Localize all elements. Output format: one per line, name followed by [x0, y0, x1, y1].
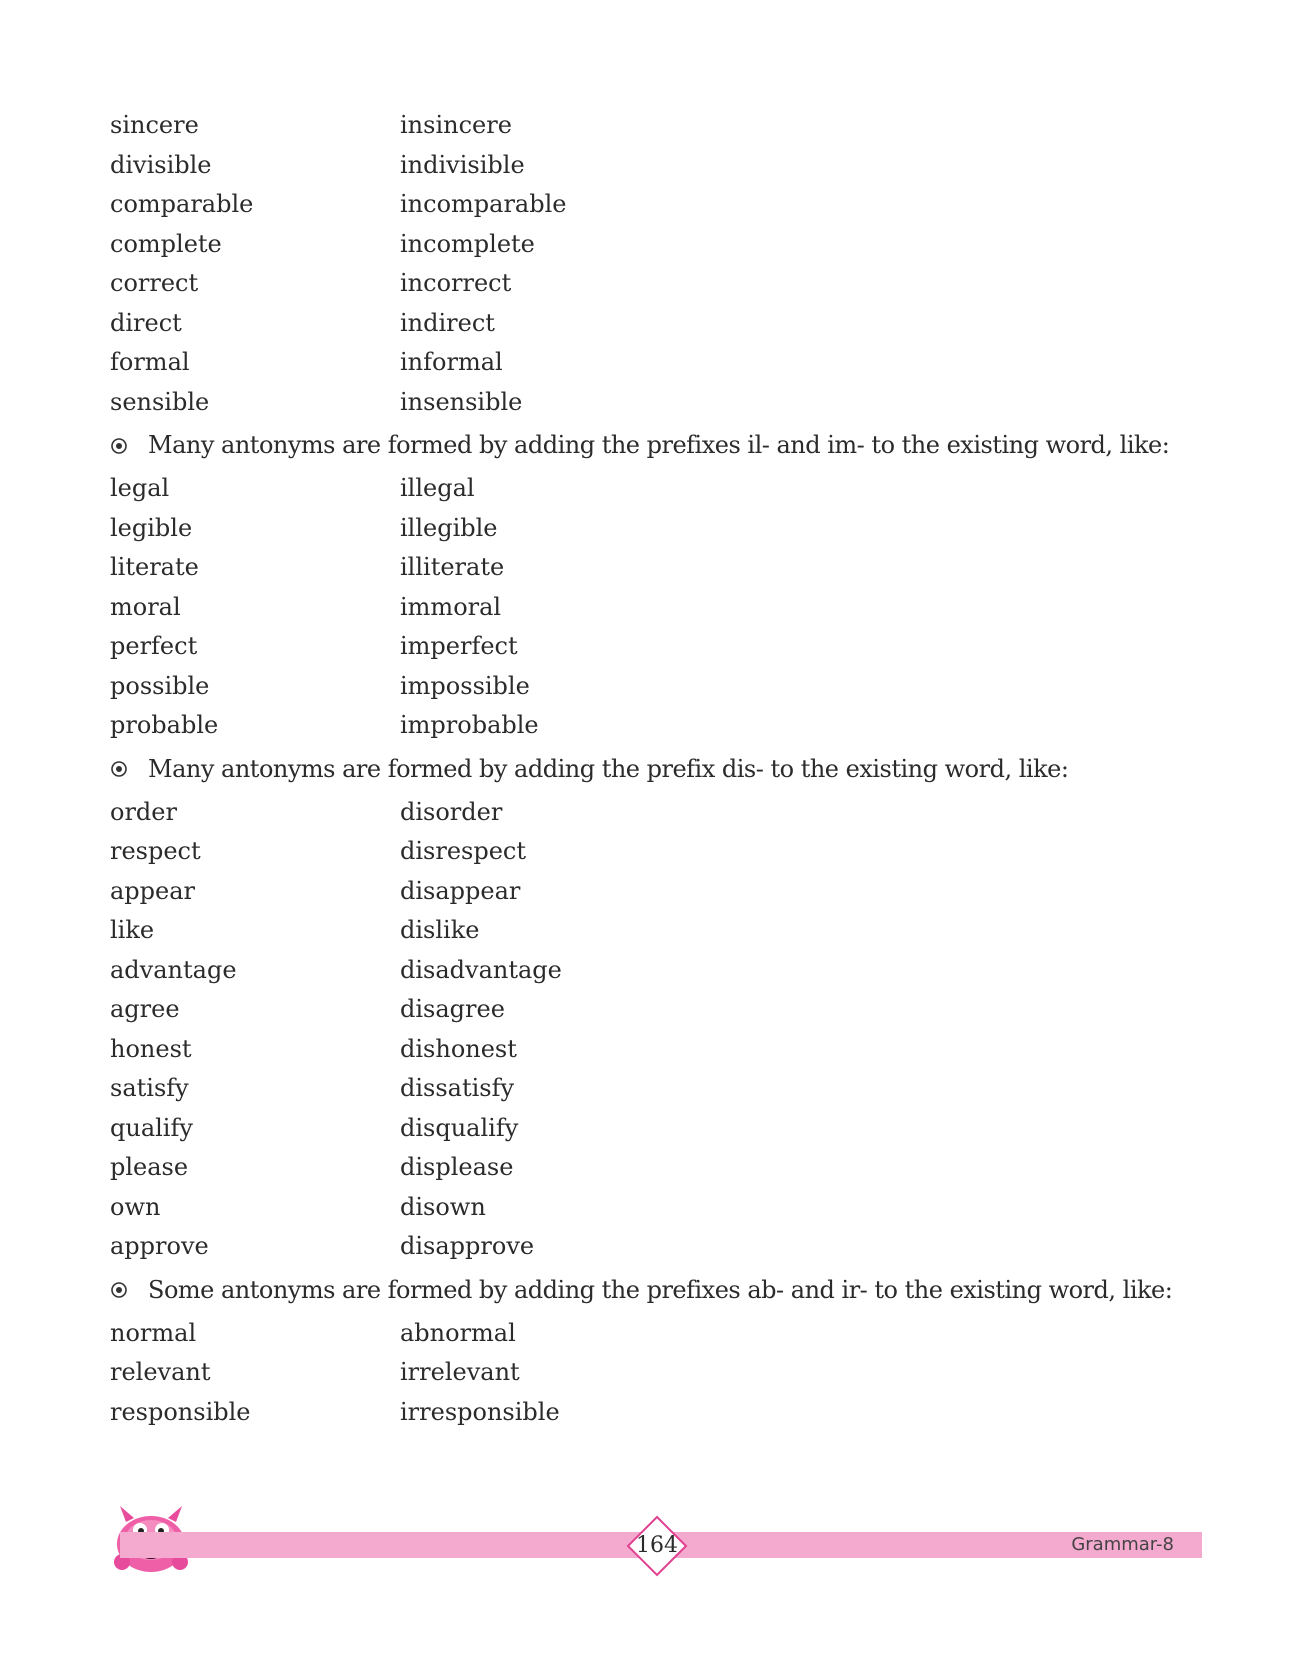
antonym-word: irrelevant [400, 1358, 520, 1386]
section-note [110, 746, 1210, 793]
antonym-word: insincere [400, 111, 512, 139]
base-word: sincere [110, 111, 199, 139]
base-word: perfect [110, 632, 198, 660]
antonym-row [110, 706, 1210, 746]
section-note-text: Many antonyms are formed by adding the prefixes il- and im- to the existing word, like: [148, 431, 1170, 459]
antonym-row [110, 1353, 1210, 1393]
antonym-word: abnormal [400, 1318, 516, 1347]
section-note-text: Some antonyms are formed by adding the prefixes ab- and ir- to the existing word, like: [148, 1275, 1173, 1304]
antonym-row [110, 343, 1210, 383]
base-word: appear [110, 876, 196, 905]
antonym-row [110, 1188, 1210, 1228]
antonym-row [110, 1393, 1210, 1433]
base-word: moral [110, 592, 181, 621]
antonym-row [110, 832, 1210, 872]
base-word: approve [110, 1232, 209, 1260]
base-word: correct [110, 269, 199, 297]
antonym-word: indivisible [400, 150, 525, 179]
base-word: comparable [110, 190, 254, 218]
base-word: complete [110, 229, 222, 258]
base-word: formal [110, 348, 190, 376]
base-word: normal [110, 1318, 197, 1347]
antonym-word: disrespect [400, 837, 526, 865]
base-word: please [110, 1153, 189, 1181]
antonym-row [110, 990, 1210, 1030]
base-word: responsible [110, 1397, 251, 1426]
antonym-word: irresponsible [400, 1397, 560, 1426]
antonym-word: disappear [400, 876, 521, 905]
antonym-word: incomplete [400, 229, 535, 258]
antonym-word: incomparable [400, 190, 567, 218]
antonym-word: imperfect [400, 632, 518, 660]
antonym-row [110, 1069, 1210, 1109]
antonym-word: dislike [400, 916, 480, 944]
base-word: legal [110, 474, 170, 502]
antonym-row [110, 383, 1210, 423]
antonym-row [110, 793, 1210, 833]
base-word: honest [110, 1034, 192, 1063]
base-word: probable [110, 711, 219, 739]
base-word: advantage [110, 955, 237, 984]
antonym-word: illegible [400, 513, 498, 542]
base-word: sensible [110, 387, 210, 416]
antonym-word: disadvantage [400, 955, 562, 984]
antonym-word: insensible [400, 387, 523, 416]
section-note-text: Many antonyms are formed by adding the prefix dis- to the existing word, like: [148, 754, 1069, 783]
antonym-word: indirect [400, 308, 495, 337]
antonym-row [110, 185, 1210, 225]
antonym-row [110, 872, 1210, 912]
antonym-word: impossible [400, 671, 530, 700]
antonym-row [110, 225, 1210, 265]
base-word: qualify [110, 1113, 193, 1142]
section-note [110, 1267, 1210, 1314]
base-word: possible [110, 671, 210, 700]
antonym-row [110, 264, 1210, 304]
antonym-row [110, 106, 1210, 146]
antonym-row [110, 1227, 1210, 1267]
antonym-word: improbable [400, 711, 539, 739]
antonym-row [110, 1148, 1210, 1188]
section-note [110, 422, 1210, 469]
antonym-row [110, 548, 1210, 588]
antonym-word: dissatisfy [400, 1074, 515, 1102]
base-word: literate [110, 553, 199, 581]
base-word: agree [110, 995, 180, 1023]
antonym-row [110, 667, 1210, 707]
antonym-row [110, 951, 1210, 991]
base-word: respect [110, 837, 201, 865]
page-number-badge [626, 1515, 688, 1577]
antonym-word: illiterate [400, 553, 505, 581]
antonym-row [110, 588, 1210, 628]
antonym-word: disorder [400, 797, 503, 826]
antonym-row [110, 1314, 1210, 1354]
base-word: legible [110, 513, 193, 542]
antonym-row [110, 146, 1210, 186]
base-word: divisible [110, 150, 212, 179]
book-label: Grammar-8 [1071, 1534, 1174, 1555]
antonym-word: incorrect [400, 269, 512, 297]
antonym-word: dishonest [400, 1034, 517, 1063]
antonym-row [110, 469, 1210, 509]
antonym-word: disapprove [400, 1232, 535, 1260]
base-word: direct [110, 308, 182, 337]
antonym-word: informal [400, 348, 503, 376]
base-word: satisfy [110, 1074, 189, 1102]
antonym-row [110, 911, 1210, 951]
antonym-word: disown [400, 1192, 486, 1221]
circle-bullet-icon [110, 760, 128, 778]
antonym-word: illegal [400, 474, 475, 502]
base-word: like [110, 916, 155, 944]
antonym-row [110, 304, 1210, 344]
antonym-lists [110, 106, 1210, 1432]
base-word: relevant [110, 1358, 211, 1386]
base-word: order [110, 797, 177, 826]
base-word: own [110, 1192, 161, 1221]
antonym-row [110, 1030, 1210, 1070]
circle-bullet-icon [110, 437, 128, 455]
page-number: 164 [636, 1533, 678, 1558]
antonym-row [110, 627, 1210, 667]
antonym-word: immoral [400, 592, 502, 621]
antonym-word: disagree [400, 995, 505, 1023]
circle-bullet-icon [110, 1281, 128, 1299]
antonym-row [110, 509, 1210, 549]
antonym-word: disqualify [400, 1113, 519, 1142]
antonym-word: displease [400, 1153, 514, 1181]
antonym-row [110, 1109, 1210, 1149]
